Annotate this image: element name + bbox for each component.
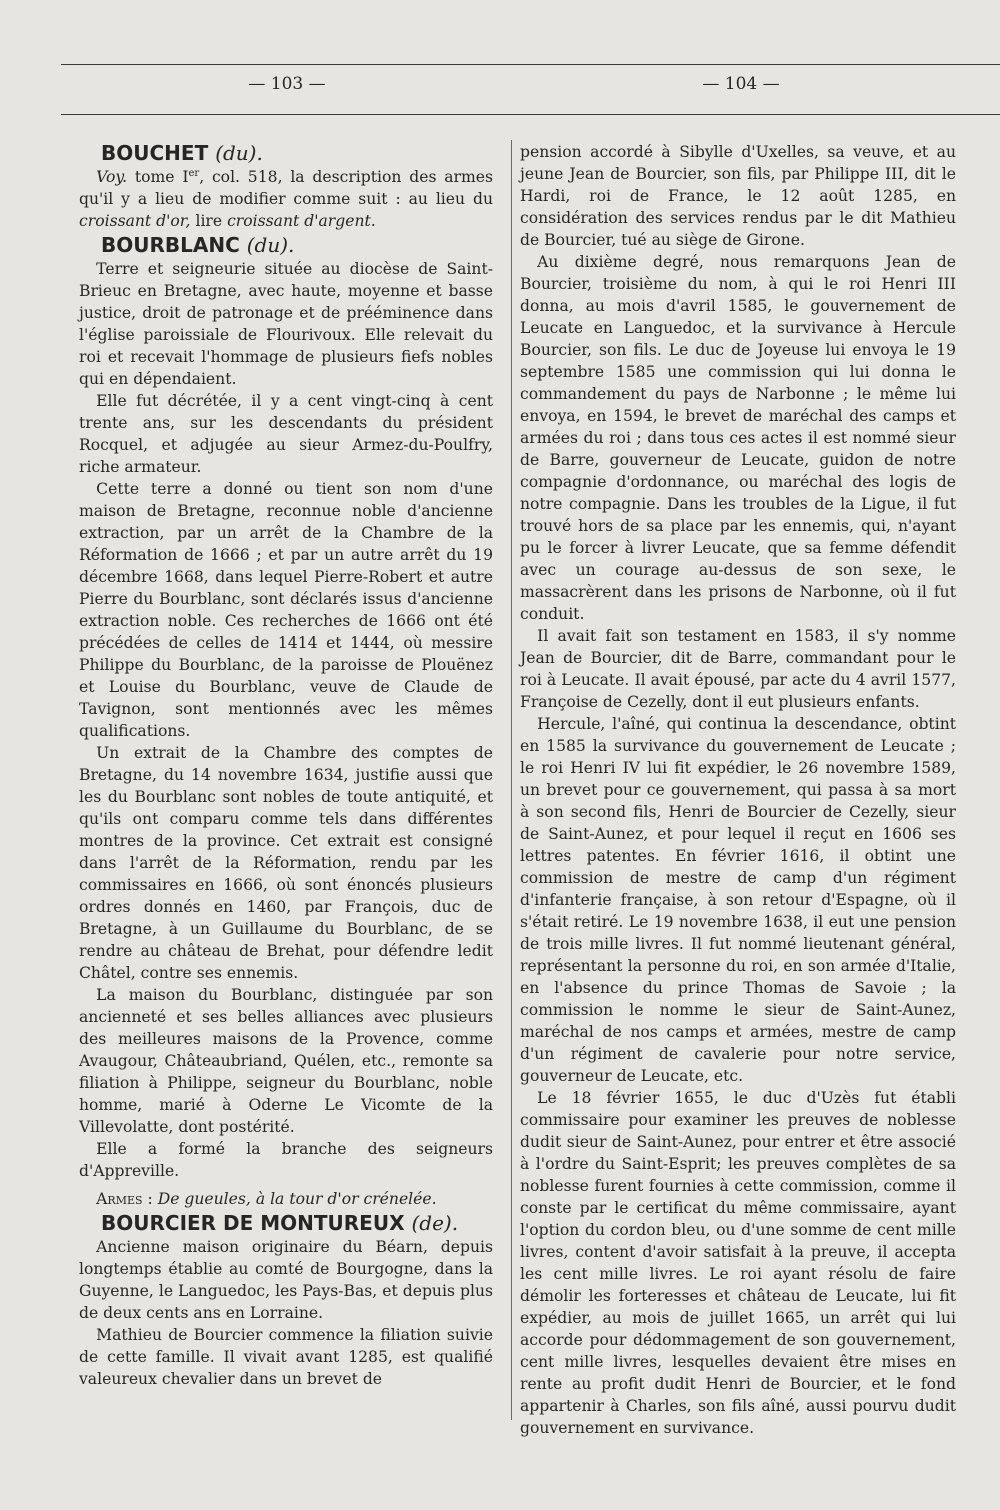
column-divider [511,140,512,1420]
header-rule [61,114,1000,115]
paragraph: Mathieu de Bourcier commence la filiation suivie de cette famille. Il vivait avant 1285, est qualifié valeureux chevalier dans un brevet de [79,1326,493,1388]
top-rule [61,64,1000,65]
paragraph: Hercule, l'aîné, qui continua la descendance, obtint en 1585 la survivance du gouvernement de Leucate ; le roi Henri IV lui fit expédier, le 26 novembre 1589, un brevet pour ce gouvernement, qui passa à sa mort à son second fils, Henri de Bourcier de Cezelly, sieur de Saint-Aunez, et pour lequel il reçut en 1606 ses lettres patentes. En février 1616, il obtint une commission de mestre de camp d'un régiment d'infanterie française, à son retour d'Espagne, où il s'était retiré. Le 19 novembre 1638, il eut une pension de trois mille livres. Il fut nommé lieutenant général, représentant la personne du roi, en son armée d'Italie, en l'absence du prince Thomas de Savoie ; la commission le nomme le sieur de Saint-Aunez, maréchal de nos camps et armées, mestre de camp d'un régiment de cavalerie pour notre service, gouverneur de Leucate, etc. [520,715,956,1085]
entry-text-bouchet: Voy. tome Ier, col. 518, la description des armes qu'il y a lieu de modifier comme suit : au lieu du croissant d'or, lire croissant d'argent. [79,167,493,230]
paragraph: Terre et seigneurie située au diocèse de Saint-Brieuc en Bretagne, avec haute, moyenne et basse justice, droit de patronage et de prééminence dans l'église paroissiale de Flourivoux. Elle relevait du roi et recevait l'hommage de plusieurs fiefs nobles qui en dépendaient. [79,260,493,388]
entry-heading-bourblanc: BOURBLANC (du). [101,233,295,257]
paragraph: Elle fut décrétée, il y a cent vingt-cinq à cent trente ans, sur les descendants du président Rocquel, et adjugée au sieur Armez-du-Poulfry, riche armateur. [79,392,493,476]
entry-heading-bourcier: BOURCIER DE MONTUREUX (de). [101,1211,459,1235]
right-page-number: — 104 — [702,74,780,94]
paragraph: La maison du Bourblanc, distinguée par son ancienneté et ses belles alliances avec plusieurs des meilleures maisons de la Provence, comme Avaugour, Châteaubriand, Quélen, etc., remonte sa filiation à Philippe, seigneur du Bourblanc, noble homme, marié à Oderne Le Vicomte de la Villevolatte, dont postérité. [79,986,493,1136]
paragraph: Le 18 février 1655, le duc d'Uzès fut établi commissaire pour examiner les preuves de noblesse dudit sieur de Saint-Aunez, pour entrer et être associé à l'ordre du Saint-Esprit; les preuves complètes de sa noblesse furent fournies à cette commission, comme il conste par le certificat du même commissaire, ayant l'option du cordon bleu, ou d'une somme de cent mille livres, content d'avoir satisfait à la preuve, il accepta les cent mille livres. Le roi ayant résolu de faire démolir les forteresses et château de Leucate, lui fit expédier, au mois de juillet 1665, un arrêt qui lui accorde pour dédommagement de son gouvernement, cent mille livres, lesquelles devaient être mises en rente au profit dudit Henri de Bourcier, et le fond appartenir à Charles, son fils aîné, aussi pourvu dudit gouvernement en survivance. [520,1089,956,1437]
paragraph: Il avait fait son testament en 1583, il s'y nomme Jean de Bourcier, dit de Barre, commandant pour le roi à Leucate. Il avait épousé, par acte du 4 avril 1577, Françoise de Cezelly, dont il eut plusieurs enfants. [520,627,956,711]
paragraph: Au dixième degré, nous remarquons Jean de Bourcier, troisième du nom, à qui le roi Henri III donna, au mois d'avril 1585, le gouvernement de Leucate en Languedoc, et la survivance à Hercule Bourcier, son fils. Le duc de Joyeuse lui envoya le 19 septembre 1585 une commission qui lui donna le commandement du pays de Narbonne ; le même lui envoya, en 1594, le brevet de maréchal des camps et armées du roi ; dans tous ces actes il est nommé sieur de Barre, gouverneur de Leucate, guidon de notre compagnie d'ordonnance, ou maréchal des logis de notre compagnie. Dans les troubles de la Ligue, il fut trouvé hors de sa place par les ennemis, qui, n'ayant pu le forcer à livrer Leucate, que sa femme défendit avec un courage au-dessus de son sexe, le massacrèrent dans les prisons de Narbonne, où il fut conduit. [520,253,956,623]
paragraph: Ancienne maison originaire du Béarn, depuis longtemps établie au comté de Bourgogne, dans la Guyenne, le Languedoc, les Pays-Bas, et depuis plus de deux cents ans en Lorraine. [79,1238,493,1322]
arms-bourblanc: Armes : De gueules, à la tour d'or crénelée. [96,1190,437,1208]
paragraph: Elle a formé la branche des seigneurs d'Appreville. [79,1140,493,1180]
left-page-number: — 103 — [248,74,326,94]
left-column [79,140,493,1390]
paragraph: Un extrait de la Chambre des comptes de Bretagne, du 14 novembre 1634, justifie aussi que les du Bourblanc sont nobles de toute antiquité, et qu'ils ont comparu comme tels dans différentes montres de la province. Cet extrait est consigné dans l'arrêt de la Réformation, rendu par les commissaires en 1666, où sont énoncés plusieurs ordres donnés en 1460, par François, duc de Bretagne, à un Guillaume du Bourblanc, de se rendre au château de Brehat, pour défendre ledit Châtel, contre ses ennemis. [79,744,493,982]
entry-heading-bouchet: BOUCHET (du). [101,141,263,165]
paragraph: Cette terre a donné ou tient son nom d'une maison de Bretagne, reconnue noble d'ancienne extraction, par un arrêt de la Chambre de la Réformation de 1666 ; et par un autre arrêt du 19 décembre 1668, dans lequel Pierre-Robert et autre Pierre du Bourblanc, sont déclarés issus d'ancienne extraction noble. Ces recherches de 1666 ont été précédées de celles de 1414 et 1444, où messire Philippe du Bourblanc, de la paroisse de Plouënez et Louise du Bourblanc, veuve de Claude de Tavignon, sont mentionnés avec les mêmes qualifications. [79,480,493,740]
right-column [520,141,956,1439]
paragraph: pension accordé à Sibylle d'Uxelles, sa veuve, et au jeune Jean de Bourcier, son fils, par Philippe III, dit le Hardi, roi de France, le 12 août 1285, en considération des services rendus par le dit Mathieu de Bourcier, tué au siège de Girone. [520,143,956,249]
